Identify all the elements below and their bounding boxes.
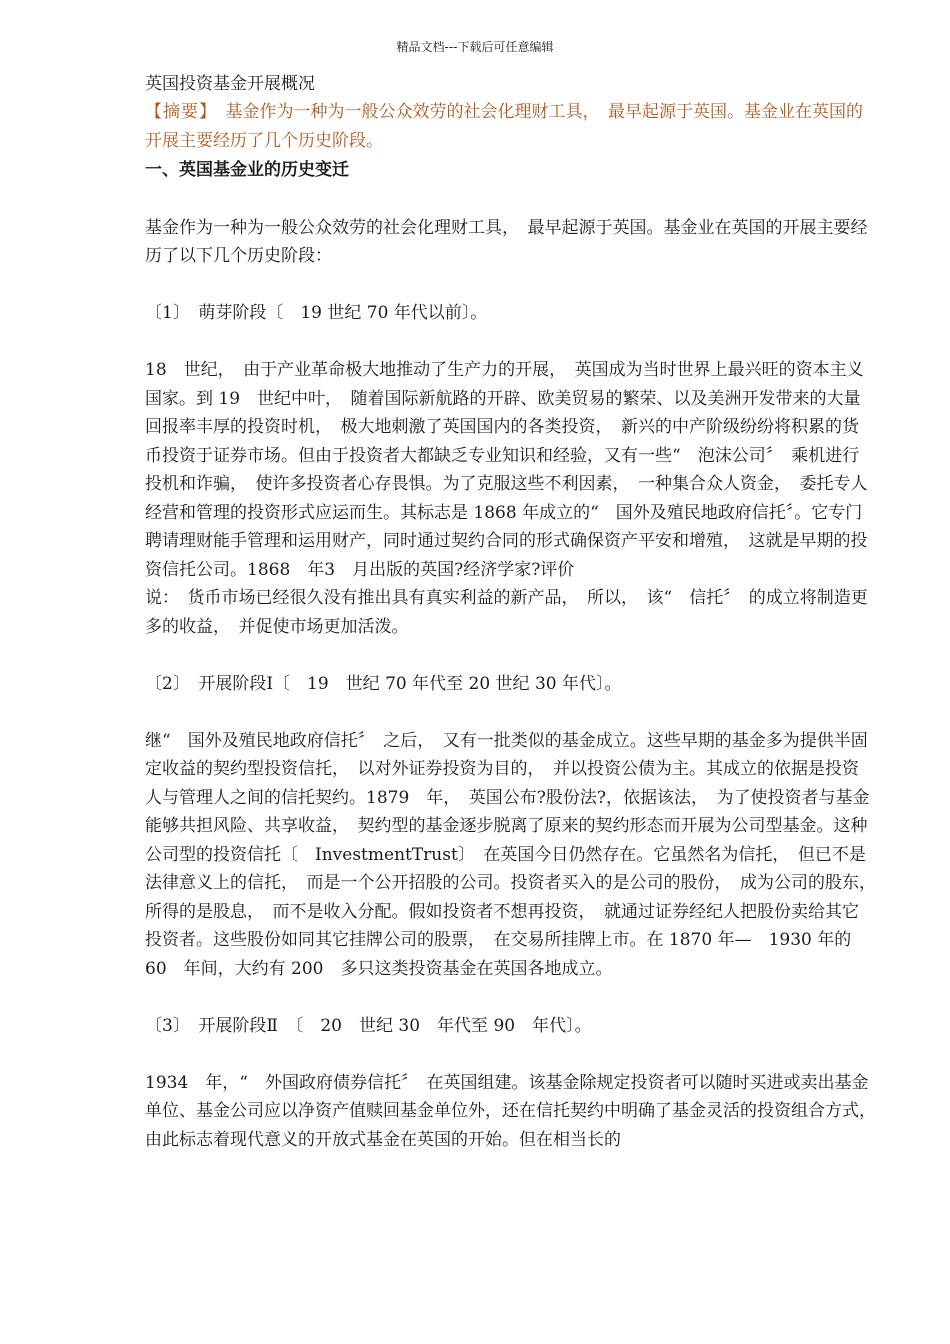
section-heading: 一、英国基金业的历史变迁 — [145, 160, 349, 180]
intro-paragraph: 基金作为一种为一般公众效劳的社会化理财工具， 最早起源于英国。基金业在英国的开展主要经历了以下几个历史阶段： — [145, 217, 868, 266]
abstract-tag: 【摘要】 — [145, 102, 209, 122]
stage3-paragraph: 1934 年，“ 外国政府债券信托〞 在英国组建。该基金除规定投资者可以随时买进或卖出基金单位、基金公司应以净资产值赎回基金单位外，还在信托契约中明确了基金灵活的投资组合方式， 由此标志着现代意义的开放式基金在英国的开始。但在相当长的 — [145, 1072, 885, 1150]
abstract-text: 基金作为一种为一般公众效劳的社会化理财工具， 最早起源于英国。基金业在英国的开展主要经历了几个历史阶段。 — [145, 102, 863, 151]
document-body — [145, 70, 885, 1154]
stage3-heading: 〔3〕 开展阶段Ⅱ 〔 20 世纪 30 年代至 90 年代〕。 — [145, 1015, 592, 1036]
stage1-paragraph: 18 世纪， 由于产业革命极大地推动了生产力的开展， 英国成为当时世界上最兴旺的资本主义国家。到 19 世纪中叶， 随着国际新航路的开辟、欧美贸易的繁荣、以及美洲开发带来的大量回报率丰厚的投资时机， 极大地刺激了英国国内的各类投资， 新兴的中产阶级纷纷将积累的货币投资于证券市场。但由于投资者大都缺乏专业知识和经验，又有一些“ 泡沫公司〞 乘机进行投机和诈骗， 使许多投资者心存畏惧。为了克服这些不利因素， 一种集合众人资金， 委托专人经营和管理的投资形式应运而生。其标志是 1868 年成立的“ 国外及殖民地政府信托〞。它专门聘请理财能手管理和运用财产，同时通过契约合同的形式确保资产平安和增殖， 这就是早期的投资信托公司。1868 年3 月出版的英国?经济学家?评价 — [145, 360, 868, 580]
page-header: 精品文档---下载后可任意编辑 — [396, 40, 554, 54]
stage1-paragraph-cont: 说： 货币市场已经很久没有推出具有真实利益的新产品， 所以， 该“ 信托〞 的成立将制造更多的收益， 并促使市场更加活泼。 — [145, 588, 868, 637]
stage1-heading: 〔1〕 萌芽阶段〔 19 世纪 70 年代以前〕。 — [145, 303, 488, 323]
stage2-heading: 〔2〕 开展阶段Ⅰ〔 19 世纪 70 年代至 20 世纪 30 年代〕。 — [145, 673, 622, 694]
stage2-paragraph: 继“ 国外及殖民地政府信托〞 之后， 又有一批类似的基金成立。这些早期的基金多为提供半固定收益的契约型投资信托， 以对外证券投资为目的， 并以投资公债为主。其成立的依据是投资人与管理人之间的信托契约。1879 年， 英国公布?股份法?，依据该法， 为了使投资者与基金能够共担风险、共享收益， 契约型的基金逐步脱离了原来的契约形态而开展为公司型基金。这种公司型的投资信托〔 InvestmentTrust〕 在英国今日仍然存在。它虽然名为信托， 但已不是法律意义上的信托， 而是一个公开招股的公司。投资者买入的是公司的股份， 成为公司的股东， 所得的是股息， 而不是收入分配。假如投资者不想再投资， 就通过证券经纪人把股份卖给其它投资者。这些股份如同其它挂牌公司的股票， 在交易所挂牌上市。在 1870 年— 1930 年的 60 年间，大约有 200 多只这类投资基金在英国各地成立。 — [145, 730, 885, 979]
document-title: 英国投资基金开展概况 — [145, 74, 315, 94]
abstract — [145, 98, 875, 155]
